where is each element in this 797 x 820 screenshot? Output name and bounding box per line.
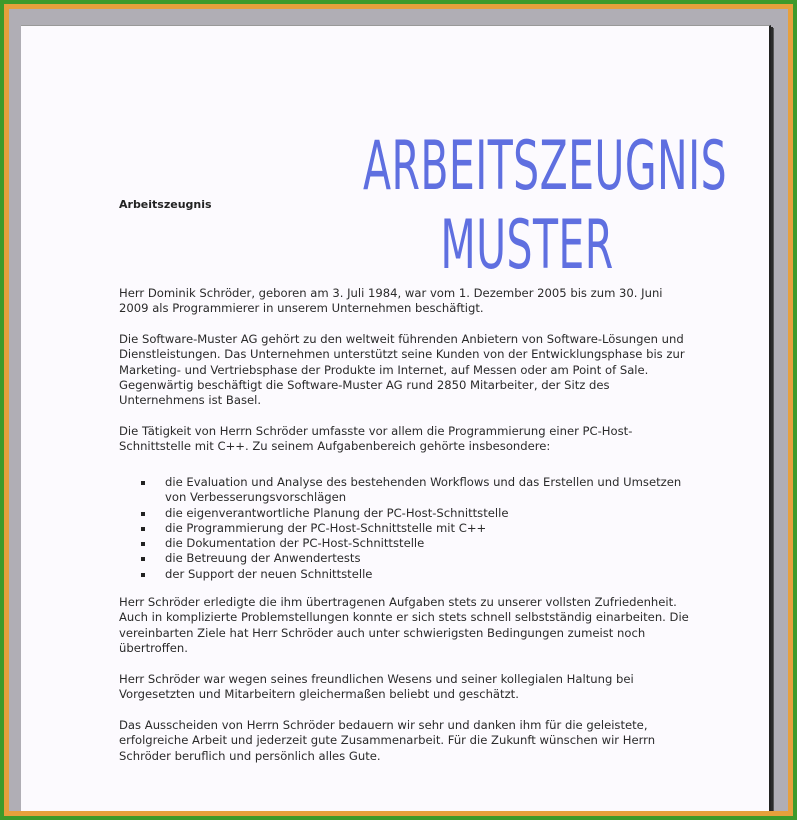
paragraph-responsibilities-intro: Die Tätigkeit von Herrn Schröder umfasste vor allem die Programmierung einer PC-Host-Schnittstelle mit C++. Zu seinem Aufgabenbereich gehörte insbesondere: — [119, 424, 633, 454]
banner-title-line2: MUSTER — [440, 205, 614, 284]
paragraph-conduct: Herr Schröder war wegen seines freundlichen Wesens und seiner kollegialen Haltung bei Vorgesetzten und Mitarbeitern gleichermaßen beliebt und geschätzt. — [119, 672, 634, 702]
list-item-text: die eigenverantwortliche Planung der PC-Host-Schnittstelle — [165, 505, 509, 520]
list-item — [119, 475, 689, 506]
paragraph-company-description: Die Software-Muster AG gehört zu den weltweit führenden Anbietern von Software-Lösungen und Dienstleistungen. Das Unternehmen unterstützt seine Kunden von der Entwicklungsphase bis zur Marketing- und Vertriebsphase der Produkte im Internet, auf Messen oder am Point of Sale. Gegenwärtig beschäftigt die Software-Muster AG rund 2850 Mitarbeiter, der Sitz des Unternehmens ist Basel. — [119, 332, 685, 408]
document-viewer[interactable] — [9, 9, 788, 811]
bullet-icon — [141, 527, 145, 531]
list-item-text: die Evaluation und Analyse des bestehenden Workflows und das Erstellen und Umsetzen von Verbesserungsvorschlägen — [165, 475, 682, 505]
list-item-text: die Programmierung der PC-Host-Schnittstelle mit C++ — [165, 520, 487, 535]
list-item — [119, 536, 689, 551]
document-page — [21, 25, 771, 811]
paragraph-performance: Herr Schröder erledigte die ihm übertragenen Aufgaben stets zu unserer vollsten Zufriedenheit. Auch in komplizierte Problemstellungen konnte er sich stets schnell selbstständig einarbeiten. Die vereinbarten Ziele hat Herr Schröder auch unter schwierigsten Bedingungen zumeist noch übertroffen. — [119, 595, 689, 655]
list-item-text: die Betreuung der Anwendertests — [165, 551, 361, 566]
document-heading: Arbeitszeugnis — [119, 198, 212, 211]
paragraph-employment-period: Herr Dominik Schröder, geboren am 3. Juli 1984, war vom 1. Dezember 2005 bis zum 30. Juni 2009 als Programmierer in unserem Unternehmen beschäftigt. — [119, 286, 663, 316]
list-item — [119, 551, 689, 566]
bullet-icon — [141, 557, 145, 561]
bullet-icon — [141, 512, 145, 516]
list-item — [119, 521, 689, 536]
bullet-icon — [141, 573, 145, 577]
banner-title-line1: ARBEITSZEUGNIS — [363, 126, 728, 206]
list-item-text: der Support der neuen Schnittstelle — [165, 566, 373, 581]
responsibilities-list — [119, 475, 689, 582]
title-banner — [327, 126, 728, 288]
list-item — [119, 567, 689, 582]
bullet-icon — [141, 481, 145, 485]
bullet-icon — [141, 542, 145, 546]
list-item — [119, 506, 689, 521]
paragraph-farewell: Das Ausscheiden von Herrn Schröder bedauern wir sehr und danken ihm für die geleistete, erfolgreiche Arbeit und jederzeit gute Zusammenarbeit. Für die Zukunft wünschen wir Herrn Schröder beruflich und persönlich alles Gute. — [119, 718, 656, 763]
list-item-text: die Dokumentation der PC-Host-Schnittstelle — [165, 536, 425, 551]
